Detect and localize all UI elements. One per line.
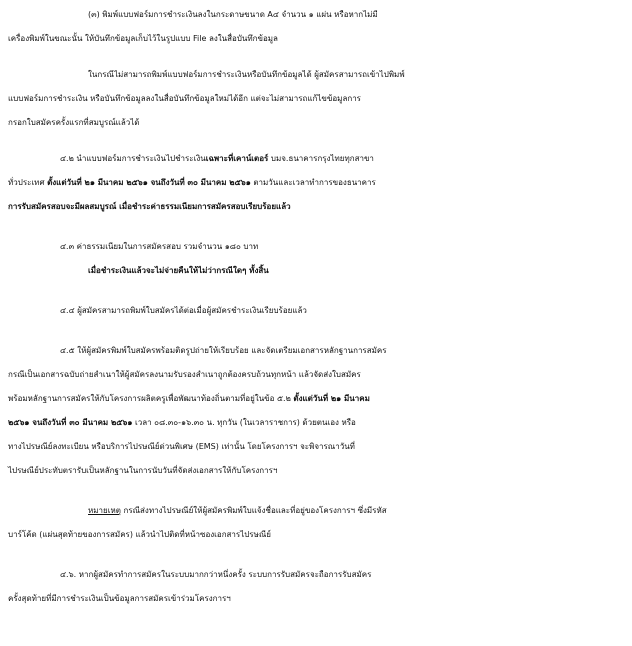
item-3-line-2: เครื่องพิมพ์ในขณะนั้น ให้บันทึกข้อมูลเก็บไว้ในรูปแบบ File ลงในสื่อบันทึกข้อมูล <box>8 34 278 43</box>
remark-line-1 <box>88 502 632 520</box>
item-4-2-bank-hours: ตามวันและเวลาทำการของธนาคาร <box>250 178 376 187</box>
item-4-2-nationwide: ทั่วประเทศ <box>8 178 48 187</box>
item-4-2-line-1 <box>60 150 632 168</box>
item-4-6-line-2: ครั้งสุดท้ายที่มีการชำระเงินเป็นข้อมูลการสมัครเข้าร่วมโครงการฯ <box>8 594 231 603</box>
item-4-5-line-5: ทางไปรษณีย์ลงทะเบียน หรือบริการไปรษณีย์ด่วนพิเศษ (EMS) เท่านั้น โดยโครงการฯ จะพิจารณาวันที่ <box>8 442 355 451</box>
item-4-5-period-start: ตั้งแต่วันที่ ๒๑ มีนาคม <box>293 394 370 403</box>
print-failure-note-line-3: กรอกใบสมัครครั้งแรกที่สมบูรณ์แล้วได้ <box>8 118 140 127</box>
item-4-5-line-2: กรณีเป็นเอกสารฉบับถ่ายสำเนาให้ผู้สมัครลงนามรับรองสำเนาถูกต้องครบถ้วนทุกหน้า แล้วจัดส่งใบสมัคร <box>8 370 361 379</box>
print-failure-note-line-2: แบบฟอร์มการชำระเงิน หรือบันทึกข้อมูลลงในสื่อบันทึกข้อมูลใหม่ได้อีก แต่จะไม่สามารถแก้ไขข้อมูลการ <box>8 94 361 103</box>
remark-text: กรณีส่งทางไปรษณีย์ให้ผู้สมัครพิมพ์ใบแจ้งชื่อและที่อยู่ของโครงการฯ ซึ่งมีรหัส <box>120 506 387 515</box>
print-failure-note-line-1: ในกรณีไม่สามารถพิมพ์แบบฟอร์มการชำระเงินหรือบันทึกข้อมูลได้ ผู้สมัครสามารถเข้าไปพิมพ์ <box>88 70 405 79</box>
remark-label: หมายเหตุ <box>88 506 121 515</box>
remark-line-2: บาร์โค้ด (แผ่นสุดท้ายของการสมัคร) แล้วนำไปติดที่หน้าซองเอกสารไปรษณีย์ <box>8 530 271 539</box>
item-4-2-line-3: การรับสมัครสอบจะมีผลสมบูรณ์ เมื่อชำระค่าธรรมเนียมการสมัครสอบเรียบร้อยแล้ว <box>8 202 291 211</box>
item-3-line-1: (๓) พิมพ์แบบฟอร์มการชำระเงินลงในกระดาษขนาด A๔ จำนวน ๑ แผ่น หรือหากไม่มี <box>88 10 378 19</box>
item-4-2-line-2 <box>8 174 632 192</box>
item-4-5-line-3 <box>8 390 632 408</box>
item-4-4-line-1: ๔.๔ ผู้สมัครสามารถพิมพ์ใบสมัครได้ต่อเมื่อผู้สมัครชำระเงินเรียบร้อยแล้ว <box>60 306 307 315</box>
item-4-5-line-1: ๔.๕ ให้ผู้สมัครพิมพ์ใบสมัครพร้อมติดรูปถ่ายให้เรียบร้อย และจัดเตรียมเอกสารหลักฐานการสมัคร <box>60 346 387 355</box>
item-4-5-line-4 <box>8 414 632 432</box>
item-4-3-line-1: ๔.๓ ค่าธรรมเนียมในการสมัครสอบ รวมจำนวน ๑๘๐ บาท <box>60 242 259 251</box>
item-4-5-line-6: ไปรษณีย์ประทับตรารับเป็นหลักฐานในการนับวันที่จัดส่งเอกสารให้กับโครงการฯ <box>8 466 278 475</box>
item-4-3-no-refund: เมื่อชำระเงินแล้วจะไม่จ่ายคืนให้ไม่ว่ากรณีใดๆ ทั้งสิ้น <box>88 266 269 275</box>
item-4-5-period-end: ๒๕๖๑ จนถึงวันที่ ๓๐ มีนาคม ๒๕๖๑ <box>8 418 133 427</box>
item-4-6-line-1: ๔.๖. หากผู้สมัครทำการสมัครในระบบมากกว่าหนึ่งครั้ง ระบบการรับสมัครจะถือการรับสมัคร <box>60 570 372 579</box>
item-4-5-send-address: พร้อมหลักฐานการสมัครให้กับโครงการผลิตครูเพื่อพัฒนาท้องถิ่นตามที่อยู่ในข้อ ๕.๒ <box>8 394 294 403</box>
item-4-2-intro: ๔.๒ นำแบบฟอร์มการชำระเงินไปชำระเงิน <box>60 154 206 163</box>
item-4-2-payment-period: ตั้งแต่วันที่ ๒๑ มีนาคม ๒๕๖๑ จนถึงวันที่ ๓๐ มีนาคม ๒๕๖๑ <box>47 178 251 187</box>
item-4-5-hours: เวลา ๐๘.๓๐-๑๖.๓๐ น. ทุกวัน (ในเวลาราชการ) ด้วยตนเอง หรือ <box>132 418 356 427</box>
item-4-2-bank: บมจ.ธนาคารกรุงไทยทุกสาขา <box>268 154 374 163</box>
item-4-2-counter-only: เฉพาะที่เคาน์เตอร์ <box>205 154 269 163</box>
